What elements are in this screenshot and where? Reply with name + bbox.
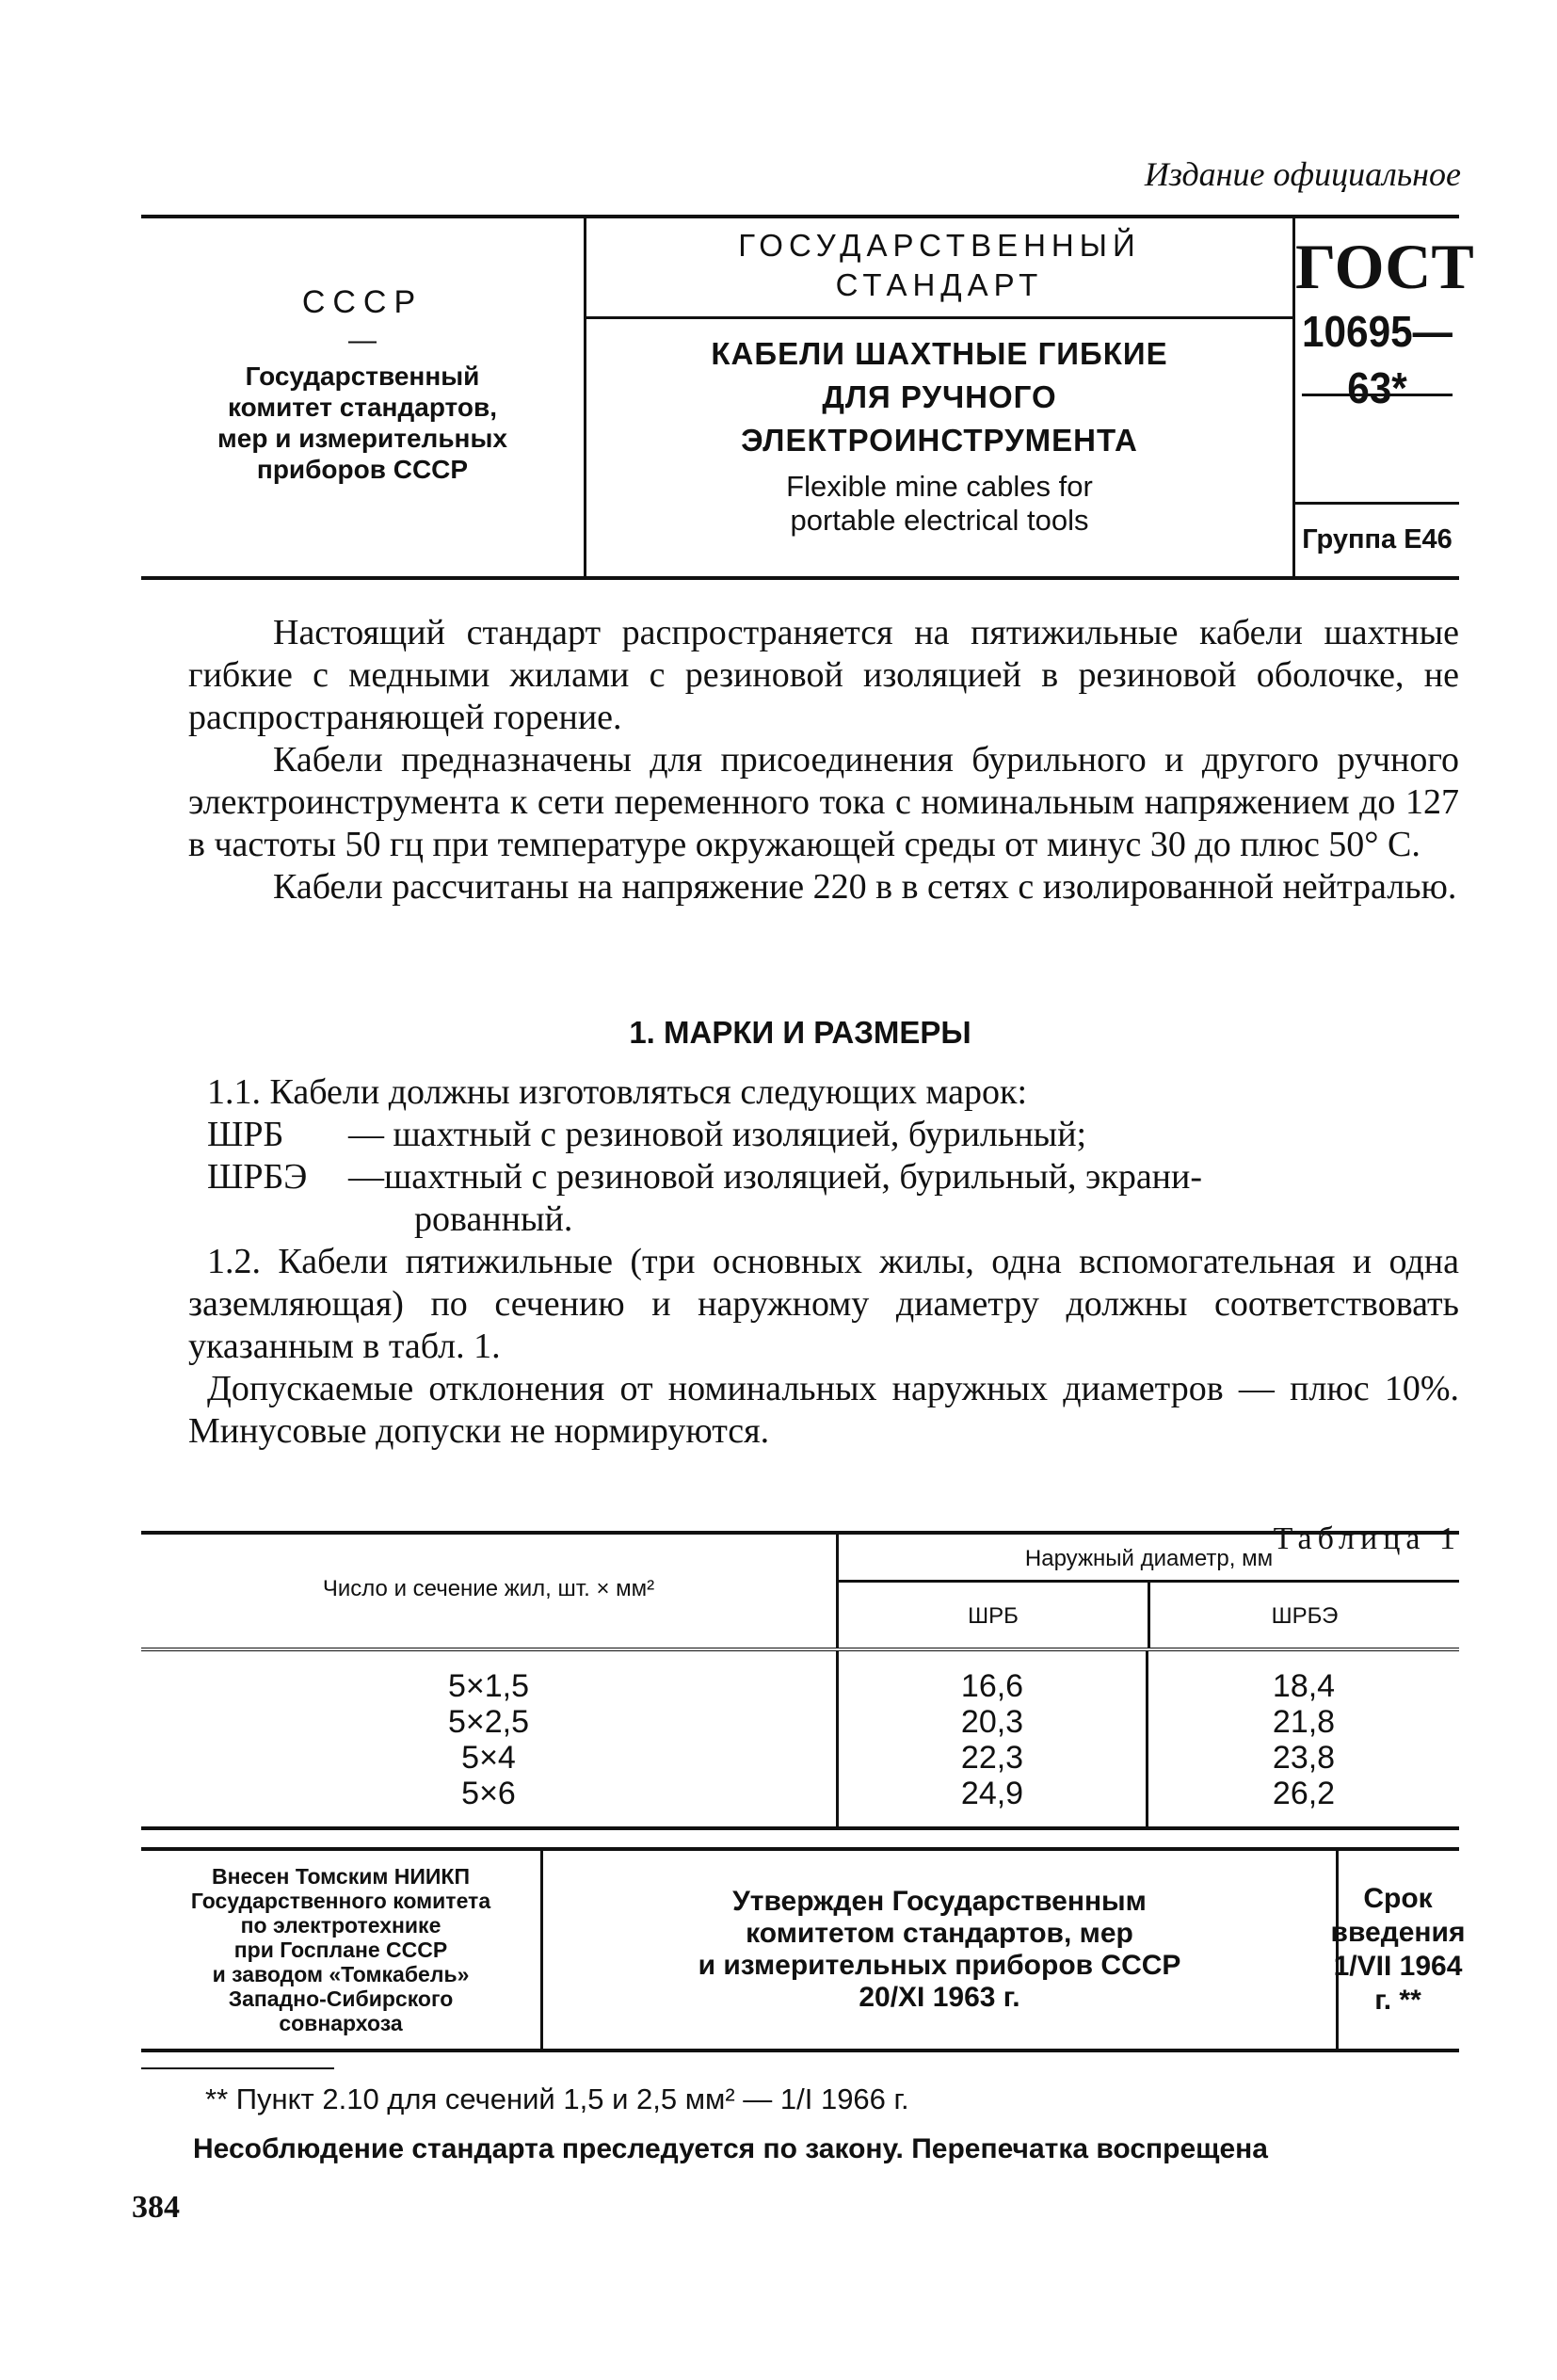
- table-column-section: [141, 1651, 836, 1826]
- intro-text: [188, 612, 1459, 909]
- committee-line: мер и измерительных: [217, 424, 507, 453]
- table-cell: 5×6: [461, 1776, 516, 1811]
- standard-type-line: ГОСУДАРСТВЕННЫЙ: [738, 228, 1141, 263]
- title-en-line: portable electrical tools: [790, 504, 1089, 537]
- effective-date: [1330, 1851, 1466, 2049]
- approved-line: Утвержден Государственным: [732, 1886, 1147, 1917]
- title-en: [586, 470, 1292, 538]
- section-title: 1. МАРКИ И РАЗМЕРЫ: [629, 1015, 971, 1050]
- introduced-line: и заводом «Томкабель»: [212, 1962, 470, 1986]
- paragraph: Кабели рассчитаны на напряжение 220 в в сетях с изолированной нейтралью.: [273, 867, 1457, 907]
- table-header-shrb: ШРБ: [839, 1583, 1150, 1648]
- mark-shrbe: [188, 1156, 1459, 1198]
- table-caption: Таблица 1: [1273, 1521, 1461, 1556]
- introduced-line: Западно-Сибирского: [228, 1986, 454, 2011]
- table-header-diameter-group: [836, 1535, 1459, 1648]
- committee-line: Государственный: [245, 362, 480, 391]
- gost-number: 10695—63*: [1302, 303, 1453, 396]
- title-ru-line: КАБЕЛИ ШАХТНЫЕ ГИБКИЕ: [711, 336, 1168, 371]
- committee-line: приборов СССР: [256, 455, 469, 484]
- table-header: [141, 1535, 1459, 1651]
- title-ru-line: ЭЛЕКТРОИНСТРУМЕНТА: [741, 423, 1138, 458]
- title-en-line: Flexible mine cables for: [786, 470, 1093, 503]
- introduced-line: совнархоза: [279, 2011, 403, 2035]
- mark-shrb: [188, 1114, 1459, 1156]
- table-cell: 5×2,5: [447, 1704, 530, 1740]
- law-notice: Несоблюдение стандарта преследуется по закону. Перепечатка воспрещена: [193, 2133, 1268, 2164]
- standard-info-block: [141, 1847, 1466, 2052]
- table-column-shrb: [836, 1651, 1148, 1826]
- gost-label: ГОСТ: [1295, 231, 1474, 302]
- section1-text: [188, 1071, 1459, 1453]
- standard-type: [586, 218, 1292, 319]
- table-column-shrbe: [1148, 1651, 1459, 1826]
- group-code: Группа Е46: [1302, 524, 1453, 555]
- table-subheaders: [839, 1583, 1459, 1648]
- header-middle-column: [584, 218, 1295, 576]
- item-1-2: 1.2. Кабели пятижильные (три основных жилы, одна вспомогательная и одна заземляющая) по сечению и наружному диаметру должны соответствовать указанным в табл. 1.: [188, 1242, 1459, 1366]
- table-cell: 23,8: [1272, 1740, 1336, 1776]
- standard-header: [141, 215, 1474, 580]
- table-cell: 24,9: [960, 1776, 1024, 1811]
- tolerance-paragraph: Допускаемые отклонения от номинальных наружных диаметров — плюс 10%. Минусовые допуски не нормируются.: [188, 1369, 1459, 1451]
- title-ru-line: ДЛЯ РУЧНОГО: [822, 379, 1057, 414]
- approved-line: и измерительных приборов СССР: [698, 1950, 1181, 1981]
- introduced-line: Государственного комитета: [190, 1889, 491, 1913]
- table-cell: 26,2: [1272, 1776, 1336, 1811]
- table-header-shrbe: ШРБЭ: [1271, 1603, 1339, 1629]
- footnote-divider: [141, 2067, 334, 2069]
- introduced-by: [141, 1851, 540, 2049]
- table-cell: 21,8: [1272, 1704, 1336, 1740]
- page-number: 384: [132, 2190, 180, 2225]
- effective-line: Срок введения: [1330, 1883, 1466, 1948]
- mark-desc: — шахтный с резиновой изоляцией, бурильный;: [348, 1115, 1087, 1154]
- mark-desc-continuation: рованный.: [414, 1199, 573, 1239]
- table-cell: 5×1,5: [447, 1668, 530, 1704]
- title-ru: [586, 332, 1292, 462]
- table-cell: 20,3: [960, 1704, 1024, 1740]
- header-right-column: [1295, 218, 1474, 576]
- table-1: [141, 1531, 1459, 1830]
- table-cell: 22,3: [960, 1740, 1024, 1776]
- table-cell: 16,6: [960, 1668, 1024, 1704]
- introduced-line: Внесен Томским НИИКП: [211, 1864, 470, 1889]
- mark-desc: —шахтный с резиновой изоляцией, бурильный, экрани-: [348, 1157, 1203, 1197]
- paragraph: Настоящий стандарт распространяется на пятижильные кабели шахтные гибкие с медными жилами с резиновой изоляцией в резиновой оболочке, не распространяющей горение.: [188, 613, 1459, 737]
- mark-code: ШРБЭ: [207, 1157, 308, 1197]
- introduced-line: при Госплане СССР: [233, 1938, 448, 1962]
- table-header-diameter: Наружный диаметр, мм: [839, 1535, 1459, 1583]
- table-cell: 18,4: [1272, 1668, 1336, 1704]
- ussr-label: СССР: [301, 284, 424, 320]
- table-body: [141, 1651, 1459, 1826]
- table-cell: 5×4: [461, 1740, 516, 1776]
- committee-name: [141, 361, 584, 485]
- standard-type-line: СТАНДАРТ: [835, 267, 1044, 302]
- table-header-section: Число и сечение жил, шт. × мм²: [322, 1576, 655, 1601]
- approved-line: 20/XI 1963 г.: [859, 1982, 1020, 2013]
- approved-by: [540, 1851, 1339, 2049]
- introduced-line: по электротехнике: [240, 1913, 441, 1938]
- item-1-1: 1.1. Кабели должны изготовляться следующих марок:: [207, 1072, 1028, 1112]
- edition-label: Издание официальное: [1144, 155, 1461, 193]
- header-left-column: [141, 218, 584, 576]
- approved-line: комитетом стандартов, мер: [746, 1918, 1133, 1949]
- paragraph: Кабели предназначены для присоединения бурильного и другого ручного электроинструмента к сети переменного тока с номинальным напряжением до 127 в частоты 50 гц при температуре окружающей среды от минус 30 до плюс 50° С.: [188, 740, 1459, 864]
- effective-line: 1/VII 1964 г. **: [1333, 1951, 1463, 2016]
- ussr-dash: —: [348, 325, 377, 356]
- committee-line: комитет стандартов,: [227, 393, 497, 422]
- footnote: ** Пункт 2.10 для сечений 1,5 и 2,5 мм² — 1/I 1966 г.: [205, 2082, 909, 2115]
- mark-code: ШРБ: [207, 1115, 284, 1154]
